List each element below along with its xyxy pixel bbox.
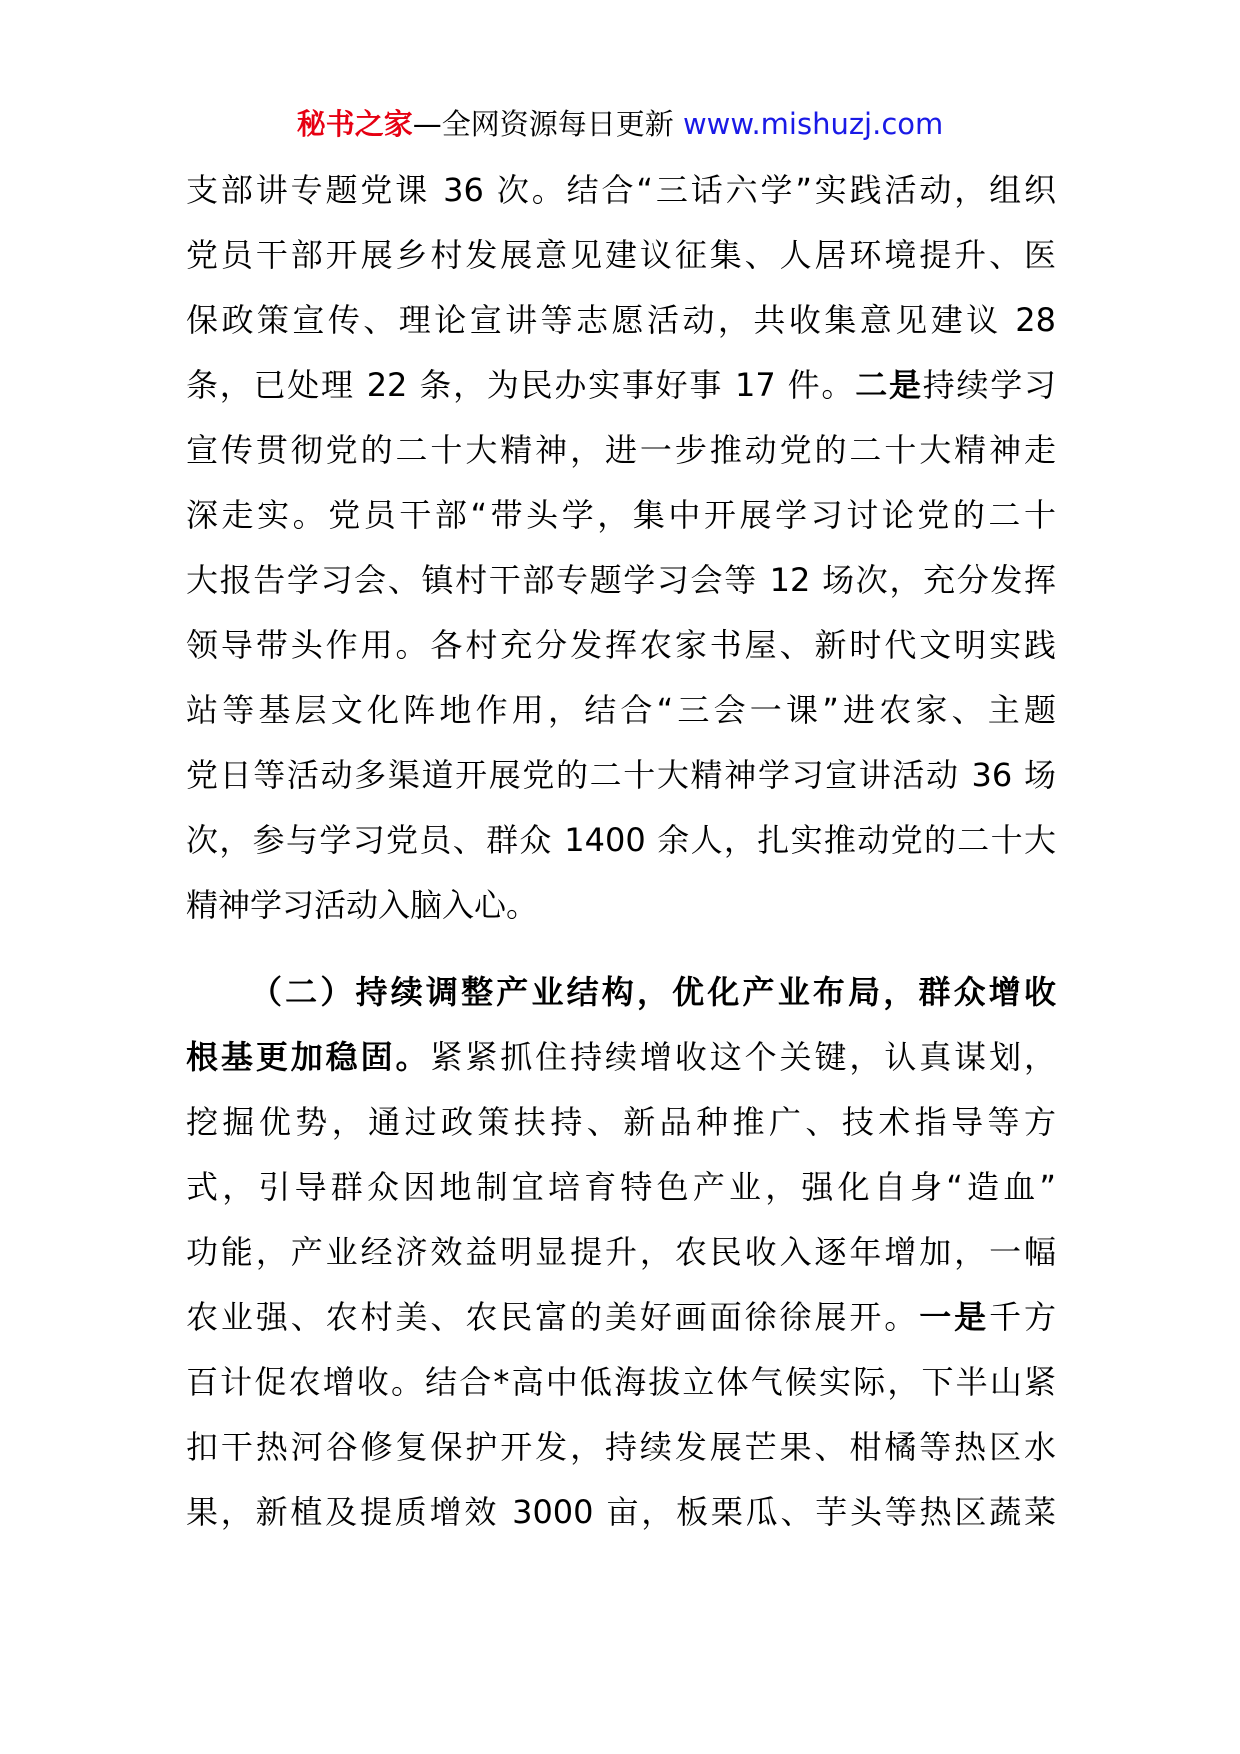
text-line: 大报告学习会、镇村干部专题学习会等 12 场次，充分发挥 [186, 561, 1056, 599]
text-line: 百计促农增收。结合*高中低海拔立体气候实际，下半山紧 [186, 1363, 1056, 1401]
text-run: 持续学习 [922, 366, 1056, 404]
text-run: 千方 [989, 1298, 1056, 1336]
site-tagline: —全网资源每日更新 [412, 107, 674, 141]
site-header [0, 104, 1240, 144]
section-heading-tail: 根基更加稳固。 [186, 1038, 431, 1076]
text-line: 深走实。党员干部“带头学，集中开展学习讨论党的二十 [186, 496, 1056, 534]
text-line: 扣干热河谷修复保护开发，持续发展芒果、柑橘等热区水 [186, 1428, 1056, 1466]
text-line: 保政策宣传、理论宣讲等志愿活动，共收集意见建议 28 [186, 301, 1056, 339]
bold-lead: 二是 [855, 366, 923, 404]
site-brand: 秘书之家 [296, 107, 413, 141]
text-line: 式，引导群众因地制宜培育特色产业，强化自身“造血” [186, 1168, 1056, 1206]
text-line [186, 1025, 1056, 1090]
text-run: 紧紧抓住持续增收这个关键，认真谋划， [430, 1038, 1056, 1076]
text-line: 次，参与学习党员、群众 1400 余人，扎实推动党的二十大 [186, 821, 1056, 859]
text-line: 宣传贯彻党的二十大精神，进一步推动党的二十大精神走 [186, 431, 1056, 469]
paragraph-2 [186, 960, 1056, 1545]
text-line [186, 353, 1056, 418]
site-url-link[interactable]: www.mishuzj.com [673, 107, 944, 141]
text-line: 领导带头作用。各村充分发挥农家书屋、新时代文明实践 [186, 626, 1056, 664]
document-body [186, 158, 1056, 1545]
text-line: 支部讲专题党课 36 次。结合“三话六学”实践活动，组织 [186, 171, 1056, 209]
text-line: 站等基层文化阵地作用，结合“三会一课”进农家、主题 [186, 691, 1056, 729]
text-line: 精神学习活动入脑入心。 [186, 886, 539, 924]
paragraph-gap [186, 938, 1056, 960]
text-line: 挖掘优势，通过政策扶持、新品种推广、技术指导等方 [186, 1103, 1056, 1141]
text-line: 党员干部开展乡村发展意见建议征集、人居环境提升、医 [186, 236, 1056, 274]
text-line: 功能，产业经济效益明显提升，农民收入逐年增加，一幅 [186, 1233, 1056, 1271]
text-run: 农业强、农村美、农民富的美好画面徐徐展开。 [186, 1298, 920, 1336]
bold-lead: 一是 [919, 1298, 990, 1336]
text-line: 党日等活动多渠道开展党的二十大精神学习宣讲活动 36 场 [186, 756, 1056, 794]
text-line [186, 1285, 1056, 1350]
text-run: 条，已处理 22 条，为民办实事好事 17 件。 [186, 366, 856, 404]
section-heading-line [186, 960, 1056, 1025]
section-heading: （二）持续调整产业结构，优化产业布局，群众增收 [250, 973, 1056, 1011]
paragraph-1 [186, 158, 1056, 938]
text-line: 果，新植及提质增效 3000 亩，板栗瓜、芋头等热区蔬菜 [186, 1493, 1056, 1531]
